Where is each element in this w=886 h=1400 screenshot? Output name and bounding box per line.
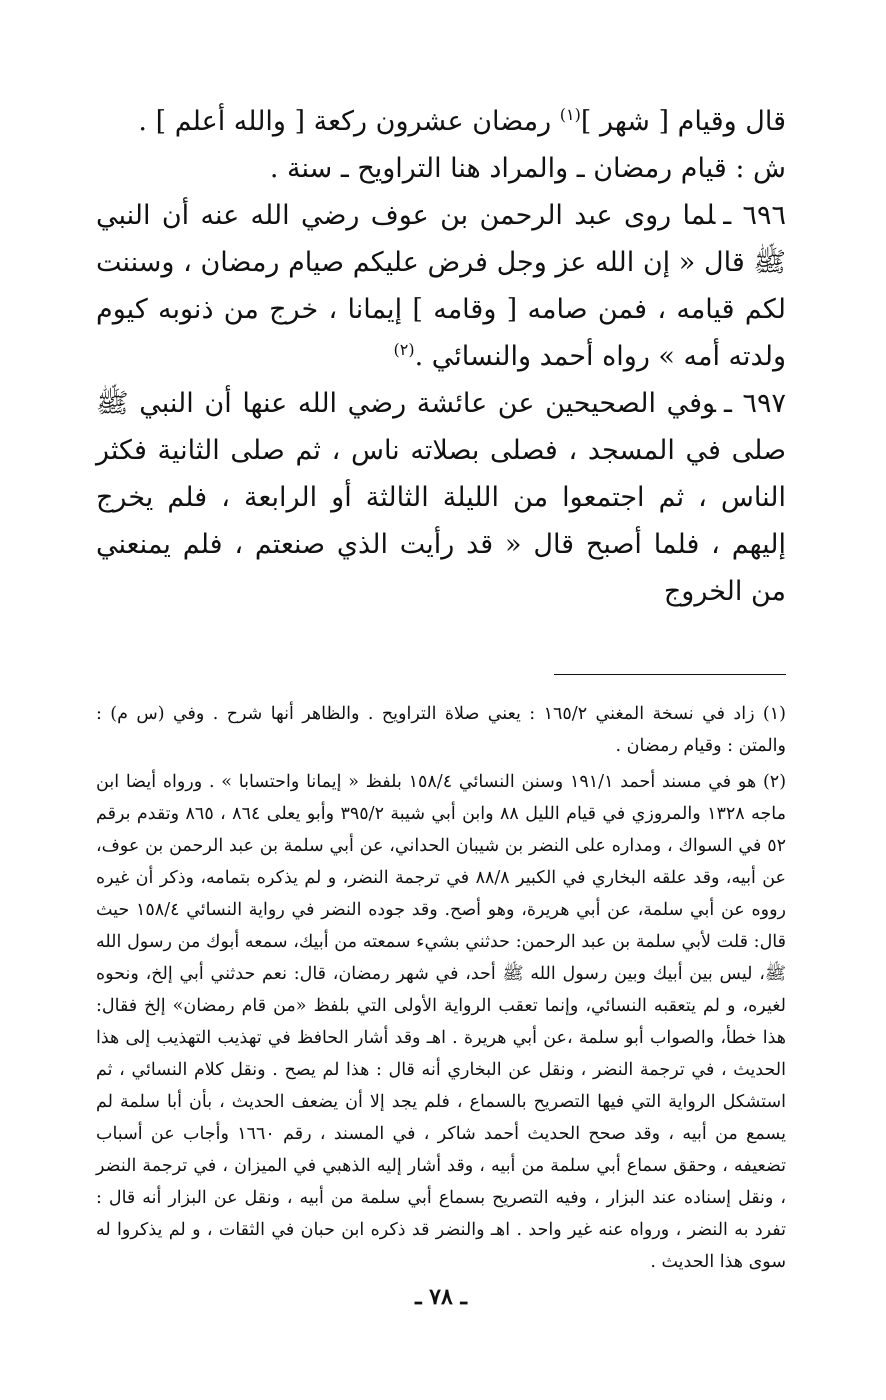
page [96, 98, 786, 1360]
footnotes [96, 698, 786, 1282]
main-text [96, 98, 786, 615]
footnote-1: (١) زاد في نسخة المغني ١٦٥/٢ : يعني صلاة التراويح . والظاهر أنها شرح . وفي (س م) : والمتن : وقيام رمضان . [96, 704, 786, 756]
matn-text: قال وقيام [ شهر ] [580, 106, 786, 137]
footnote-ref-2: (٢) [393, 340, 415, 359]
hadith-text: لما روى عبد الرحمن بن عوف رضي الله عنه أن النبي ﷺ قال « إن الله عز وجل فرض عليكم صيام رمضان ، وسننت لكم قيامه ، فمن صامه [ وقامه ] إيمانا ، خرج من ذنوبه كيوم ولدته أمه » رواه أحمد والنسائي . [96, 200, 786, 372]
footnote-2: (٢) هو في مسند أحمد ١٩١/١ وسنن النسائي ١٥٨/٤ بلفظ « إيمانا واحتسابا » . ورواه أيضا ابن ماجه ١٣٢٨ والمروزي في قيام الليل ٨٨ وابن أبي شيبة ٣٩٥/٢ وأبو يعلى ٨٦٤ ، ٨٦٥ وتقدم برقم ٥٢ في السواك ، ومداره على النضر بن شيبان الحداني، عن أبي سلمة بن عبد الرحمن بن عوف، عن أبيه، وقد علقه البخاري في الكبير ٨٨/٨ في ترجمة النضر، و لم يذكره بتمامه، وذكر أن غيره رووه عن أبي سلمة، عن أبي هريرة، وهو أصح. وقد جوده النضر في رواية النسائي ١٥٨/٤ حيث قال: قلت لأبي سلمة بن عبد الرحمن: حدثني بشيء سمعته من أبيك، سمعه أبوك من رسول الله ﷺ، ليس بين أبيك وبين رسول الله ﷺ أحد، في شهر رمضان، قال: نعم حدثني أبي إلخ، ونحوه لغيره، و لم يتعقبه النسائي، وإنما تعقب الرواية الأولى التي بلفظ «من قام رمضان» إلخ فقال: هذا خطأ، والصواب أبو سلمة ،عن أبي هريرة . اهـ وقد أشار الحافظ في تهذيب التهذيب إلى هذا الحديث ، في ترجمة النضر ، ونقل عن البخاري أنه قال : هذا لم يصح . ونقل كلام النسائي ، ثم استشكل الرواية التي فيها التصريح بالسماع ، فلم يجد إلا أن يضعف الحديث ، بأن أبا سلمة لم يسمع من أبيه ، وقد صحح الحديث أحمد شاكر ، في المسند ، رقم ١٦٦٠ وأجاب عن أسباب تضعيفه ، وحقق سماع أبي سلمة من أبيه ، وقد أشار إليه الذهبي في الميزان ، في ترجمة النضر ، ونقل إسناده عند البزار ، وفيه التصريح بسماع أبي سلمة من أبيه ، ونقل عن البزار أنه قال : تفرد به النضر ، ورواه عنه غير واحد . اهـ والنضر قد ذكره ابن حبان في الثقات ، و لم يذكروا له سوى هذا الحديث . [96, 772, 787, 1272]
footnote-ref-1: (١) [559, 105, 581, 124]
hadith-697 [96, 380, 786, 615]
matn-line [96, 98, 786, 145]
sharh-line: ش : قيام رمضان ـ والمراد هنا التراويح ـ سنة . [269, 153, 786, 184]
page-number: ـ ٧٨ ـ [415, 1284, 467, 1310]
footnote-separator [554, 674, 786, 675]
hadith-number: ٦٩٦ ـ [723, 200, 786, 231]
hadith-text: وفي الصحيحين عن عائشة رضي الله عنها أن النبي ﷺ صلى في المسجد ، فصلى بصلاته ناس ، ثم صلى الثانية فكثر الناس ، ثم اجتمعوا من الليلة الثالثة أو الرابعة ، فلم يخرج إليهم ، فلما أصبح قال « قد رأيت الذي صنعتم ، فلم يمنعني من الخروج [96, 388, 786, 607]
matn-text-continued: رمضان عشرون ركعة [ والله أعلم ] . [138, 106, 560, 137]
hadith-number: ٦٩٧ ـ [723, 388, 786, 419]
hadith-696 [96, 192, 786, 380]
